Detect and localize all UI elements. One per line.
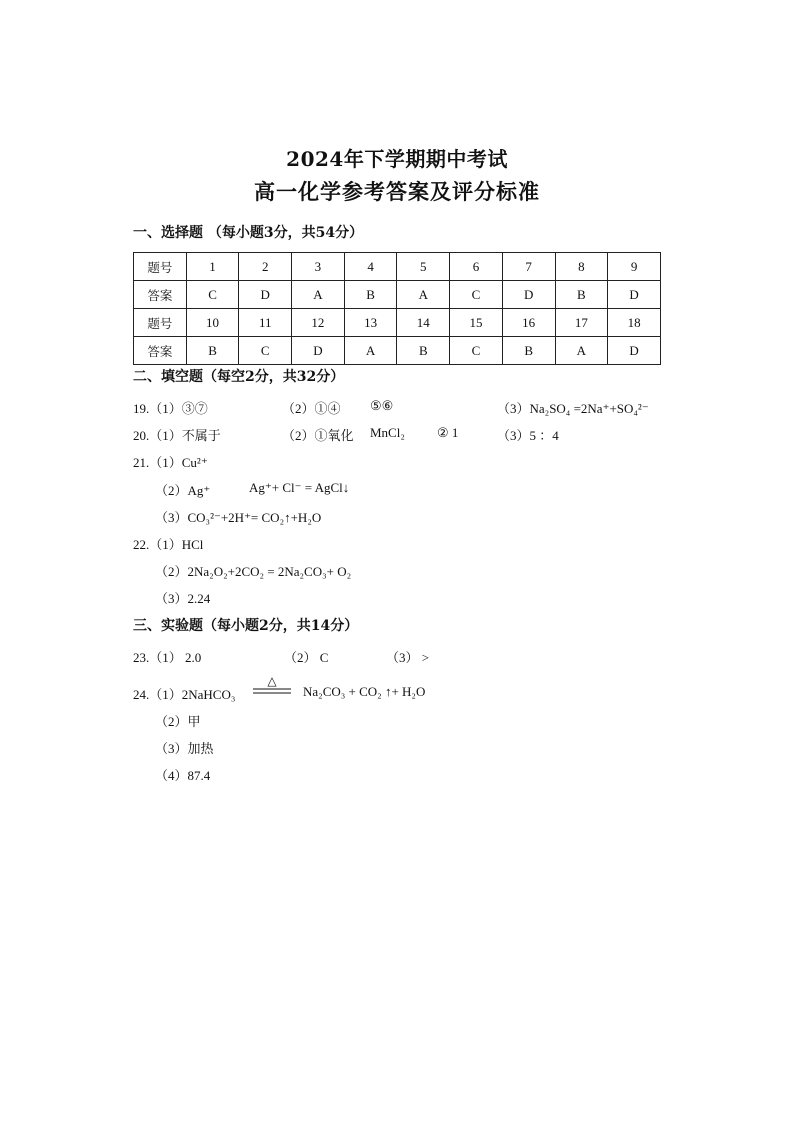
- q22-part1: 22.（1）HCl: [133, 537, 204, 552]
- table-cell: A: [292, 281, 345, 309]
- q24-part1b: Na₂CO₃ + CO₂ ↑+ H₂O: [303, 684, 426, 699]
- q20-part2: （2）①氧化: [282, 428, 354, 443]
- q23-part3: （3） >: [386, 650, 430, 665]
- table-cell: 1: [186, 253, 239, 281]
- q23-part1: 23.（1） 2.0: [133, 650, 202, 665]
- table-cell: D: [502, 281, 555, 309]
- table-cell: 9: [608, 253, 661, 281]
- table-cell: 12: [292, 309, 345, 337]
- q21-part3: （3）CO₃²⁻+2H⁺= CO₂↑+H₂O: [155, 510, 322, 525]
- table-cell: D: [292, 337, 345, 365]
- table-row-header: 答案: [134, 337, 187, 365]
- q19-part1: 19.（1）③⑦: [133, 401, 208, 416]
- table-cell: A: [397, 281, 450, 309]
- q21-part1: 21.（1）Cu²⁺: [133, 455, 208, 470]
- q20-part1: 20.（1）不属于: [133, 428, 221, 443]
- q24-part3: （3）加热: [155, 741, 214, 756]
- table-cell: B: [186, 337, 239, 365]
- section-heading-choice: 一、选择题 （每小题3分，共54分）: [133, 225, 364, 241]
- table-row: [134, 337, 661, 365]
- table-cell: A: [344, 337, 397, 365]
- q22-part3: （3）2.24: [155, 591, 211, 606]
- page-subtitle: 高一化学参考答案及评分标准: [254, 179, 540, 204]
- table-cell: C: [450, 281, 503, 309]
- table-cell: D: [608, 281, 661, 309]
- table-row-header: 题号: [134, 253, 187, 281]
- q24-part4: （4）87.4: [155, 768, 211, 783]
- table-cell: 14: [397, 309, 450, 337]
- table-row-header: 题号: [134, 309, 187, 337]
- q24-part1a: 24.（1）2NaHCO₃: [133, 687, 236, 702]
- table-cell: B: [397, 337, 450, 365]
- q23-part2: （2） C: [284, 650, 329, 665]
- reaction-condition-equals: [252, 674, 292, 698]
- table-cell: 2: [239, 253, 292, 281]
- table-cell: 10: [186, 309, 239, 337]
- table-cell: 16: [502, 309, 555, 337]
- q19-part3: （3）Na₂SO₄ =2Na⁺+SO₄²⁻: [497, 401, 649, 416]
- table-cell: 4: [344, 253, 397, 281]
- table-cell: C: [239, 337, 292, 365]
- page-title: 2024年下学期期中考试: [286, 147, 508, 171]
- table-cell: C: [186, 281, 239, 309]
- q20-part2c: ② 1: [437, 425, 459, 440]
- table-cell: C: [450, 337, 503, 365]
- table-cell: D: [239, 281, 292, 309]
- q19-part2b: ⑤⑥: [370, 398, 394, 413]
- answer-table: [133, 252, 661, 365]
- table-cell: 8: [555, 253, 608, 281]
- table-cell: B: [344, 281, 397, 309]
- q20-part2b: MnCl₂: [370, 425, 405, 440]
- table-row: [134, 253, 661, 281]
- q21-part2b: Ag⁺+ Cl⁻ = AgCl↓: [249, 480, 350, 495]
- section-heading-experiment: 三、实验题（每小题2分，共14分）: [133, 618, 359, 634]
- q20-part3: （3）5 ：4: [497, 428, 559, 443]
- table-cell: 7: [502, 253, 555, 281]
- q22-part2: （2）2Na₂O₂+2CO₂ = 2Na₂CO₃+ O₂: [155, 564, 352, 579]
- table-cell: 15: [450, 309, 503, 337]
- table-cell: 17: [555, 309, 608, 337]
- table-cell: 18: [608, 309, 661, 337]
- heat-symbol: △: [267, 674, 277, 688]
- q19-part2: （2）①④: [282, 401, 341, 416]
- table-cell: A: [555, 337, 608, 365]
- table-cell: 5: [397, 253, 450, 281]
- table-cell: 3: [292, 253, 345, 281]
- table-cell: 6: [450, 253, 503, 281]
- table-cell: B: [555, 281, 608, 309]
- table-cell: B: [502, 337, 555, 365]
- table-cell: 11: [239, 309, 292, 337]
- q21-part2a: （2）Ag⁺: [155, 483, 211, 498]
- table-row: [134, 309, 661, 337]
- table-row: [134, 281, 661, 309]
- table-cell: 13: [344, 309, 397, 337]
- section-heading-fill: 二、填空题（每空2分，共32分）: [133, 369, 345, 385]
- table-cell: D: [608, 337, 661, 365]
- q24-part2: （2）甲: [155, 714, 201, 729]
- table-row-header: 答案: [134, 281, 187, 309]
